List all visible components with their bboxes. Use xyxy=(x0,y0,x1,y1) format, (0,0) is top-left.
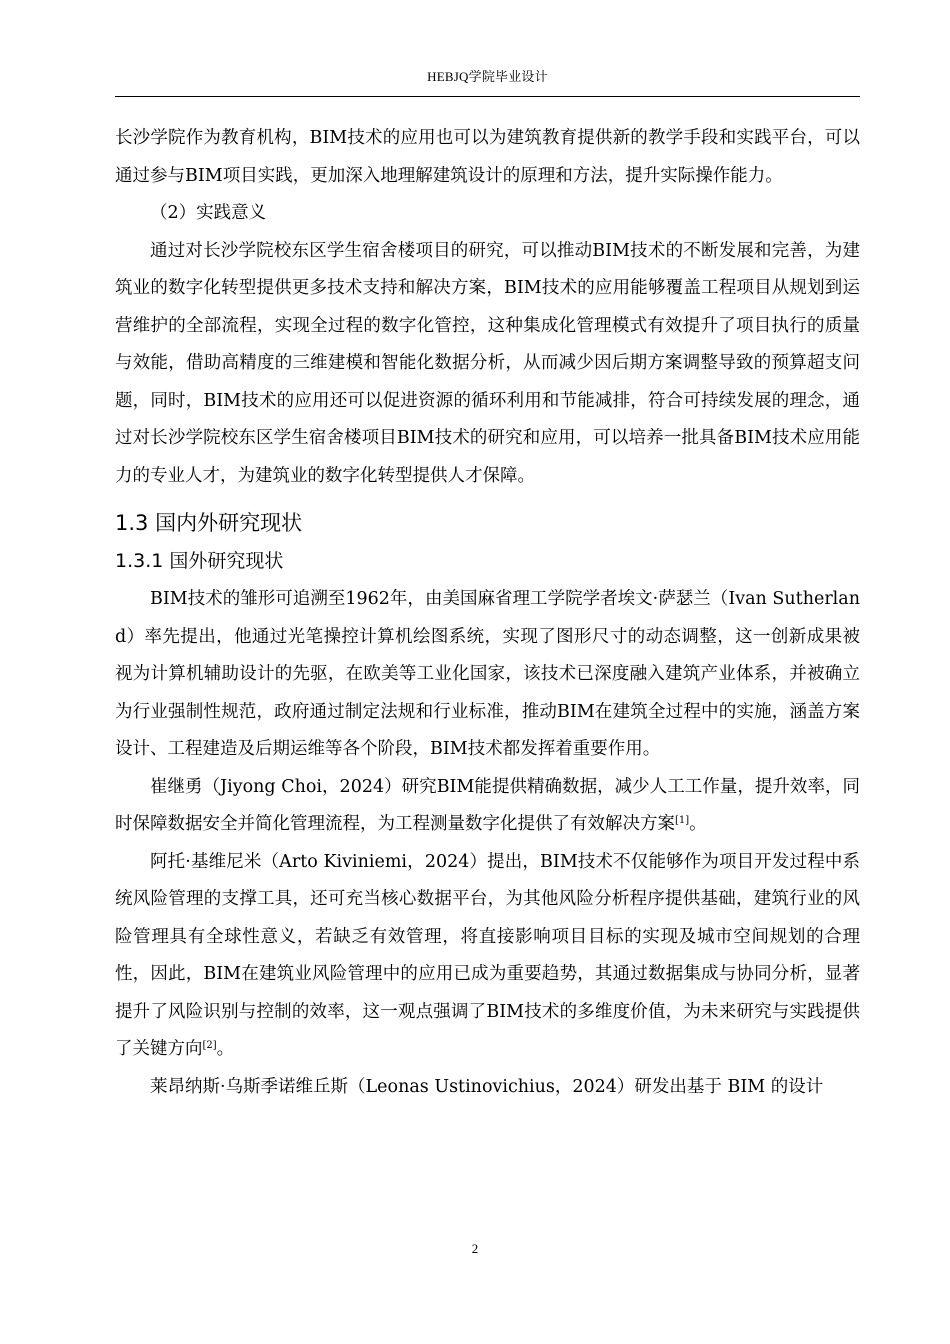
header-divider xyxy=(115,96,860,97)
citation-ref-1[interactable]: [1] xyxy=(675,815,690,826)
paragraph-4-end: 。 xyxy=(689,814,707,834)
paragraph-5-text: 阿托·基维尼米（Arto Kiviniemi，2024）提出，BIM技术不仅能够作为项目开发过程中系统风险管理的支撑工具，还可充当核心数据平台，为其他风险分析程序提供基础，建筑行业的风险管理具有全球性意义，若缺乏有效管理，将直接影响项目目标的实现及城市空间规划的合理性，因此，BIM在建筑业风险管理中的应用已成为重要趋势，其通过数据集成与协同分析，显著提升了风险识别与控制的效率，这一观点强调了BIM技术的多维度价值，为未来研究与实践提供了关键方向 xyxy=(115,851,860,1059)
body-paragraph-2: 通过对长沙学院校东区学生宿舍楼项目的研究，可以推动BIM技术的不断发展和完善，为建筑业的数字化转型提供更多技术支持和解决方案，BIM技术的应用能够覆盖工程项目从规划到运营维护的全部流程，实现全过程的数字化管控，这种集成化管理模式有效提升了项目执行的质量与效能，借助高精度的三维建模和智能化数据分析，从而减少因后期方案调整导致的预算超支问题，同时，BIM技术的应用还可以促进资源的循环利用和节能减排，符合可持续发展的理念，通过对长沙学院校东区学生宿舍楼项目BIM技术的研究和应用，可以培养一批具备BIM技术应用能力的专业人才，为建筑业的数字化转型提供人才保障。 xyxy=(115,240,860,486)
paragraph-5-end: 。 xyxy=(216,1039,235,1059)
section-heading-1-3: 1.3 国内外研究现状 xyxy=(115,511,303,535)
page-body xyxy=(115,120,860,1106)
body-paragraph-4 xyxy=(115,769,860,844)
section-heading-1-3-1: 1.3.1 国外研究现状 xyxy=(115,550,284,572)
page-number: 2 xyxy=(471,1241,479,1256)
paragraph-4-text: 崔继勇（Jiyong Choi，2024）研究BIM能提供精确数据，减少人工工作量，提升效率，同时保障数据安全并简化管理流程，为工程测量数字化提供了有效解决方案 xyxy=(115,776,860,834)
body-paragraph-5 xyxy=(115,844,860,1069)
body-paragraph-1: 长沙学院作为教育机构，BIM技术的应用也可以为建筑教育提供新的教学手段和实践平台，可以通过参与BIM项目实践，更加深入地理解建筑设计的原理和方法，提升实际操作能力。 xyxy=(115,128,860,186)
body-paragraph-6: 莱昂纳斯·乌斯季诺维丘斯（Leonas Ustinovichius，2024）研发出基于 BIM 的设计 xyxy=(150,1076,824,1097)
page-header-title: HEBJQ学院毕业设计 xyxy=(427,69,548,84)
body-paragraph-3: BIM技术的雏形可追溯至1962年，由美国麻省理工学院学者埃文·萨瑟兰（Ivan Sutherland）率先提出，他通过光笔操控计算机绘图系统，实现了图形尺寸的动态调整，这一创新成果被视为计算机辅助设计的先驱，在欧美等工业化国家，该技术已深度融入建筑产业体系，并被确立为行业强制性规范，政府通过制定法规和行业标准，推动BIM在建筑全过程中的实施，涵盖方案设计、工程建造及后期运维等各个阶段，BIM技术都发挥着重要作用。 xyxy=(115,589,860,759)
sub-heading-practical-significance: （2）实践意义 xyxy=(150,203,267,223)
citation-ref-2[interactable]: [2] xyxy=(202,1040,217,1051)
